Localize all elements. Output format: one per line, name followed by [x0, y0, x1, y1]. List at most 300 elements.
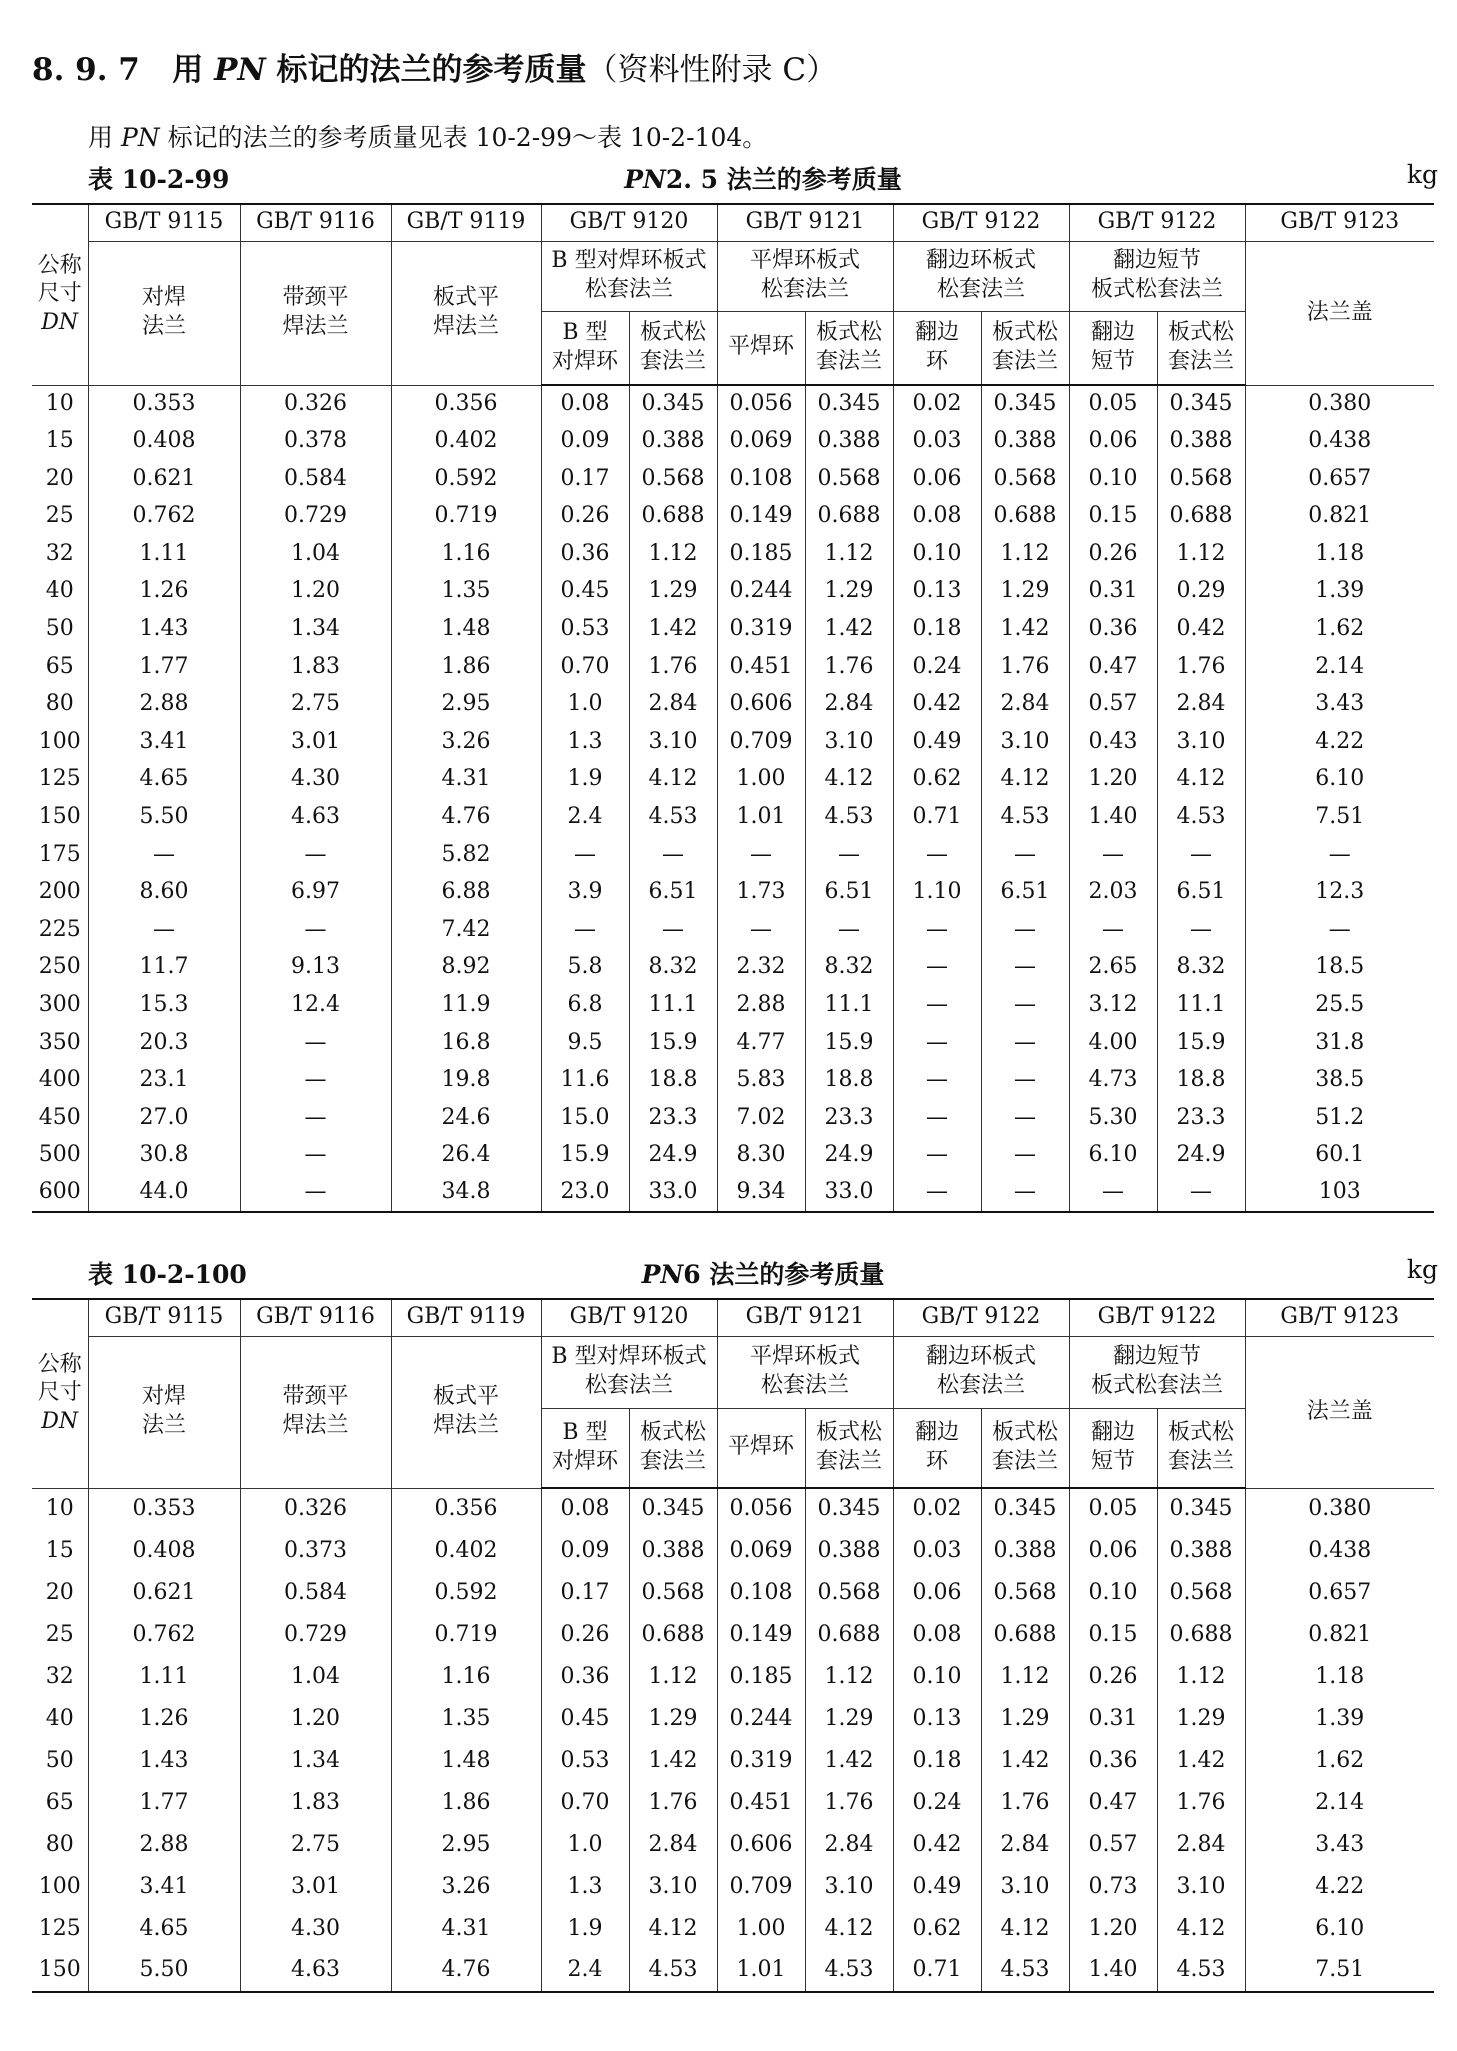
blind-flange-header: 法兰盖 — [1245, 241, 1434, 385]
mass-cell: 1.29 — [629, 573, 717, 611]
mass-cell: 0.568 — [981, 460, 1069, 498]
mass-cell: — — [717, 911, 805, 949]
mass-cell: 1.77 — [88, 648, 240, 686]
mass-cell: 0.15 — [1069, 498, 1157, 536]
mass-cell: 4.31 — [391, 1908, 541, 1950]
table-row — [32, 1950, 1434, 1992]
mass-cell: — — [240, 836, 391, 874]
mass-cell: 0.06 — [893, 1572, 981, 1614]
dn-cell: 500 — [32, 1137, 88, 1175]
mass-cell: 0.408 — [88, 1530, 240, 1572]
mass-cell: 1.16 — [391, 1656, 541, 1698]
sub-header: 板式松 套法兰 — [1157, 1408, 1245, 1488]
dn-cell: 20 — [32, 460, 88, 498]
mass-cell: 2.14 — [1245, 648, 1434, 686]
mass-cell: 1.0 — [541, 686, 629, 724]
mass-cell: 24.6 — [391, 1099, 541, 1137]
mass-cell: 0.57 — [1069, 1824, 1157, 1866]
mass-cell: 18.8 — [1157, 1062, 1245, 1100]
table-caption — [88, 160, 1438, 194]
dn-cell: 40 — [32, 573, 88, 611]
flat-ring-loose-header: 平焊环板式 松套法兰 — [717, 1336, 893, 1408]
mass-cell: 0.568 — [1157, 1572, 1245, 1614]
mass-cell: 0.03 — [893, 423, 981, 461]
mass-cell: 9.5 — [541, 1024, 629, 1062]
mass-cell: 20.3 — [88, 1024, 240, 1062]
mass-cell: 3.10 — [981, 1866, 1069, 1908]
mass-cell: 1.11 — [88, 535, 240, 573]
mass-cell: — — [981, 1024, 1069, 1062]
mass-cell: 0.31 — [1069, 573, 1157, 611]
table-row — [32, 648, 1434, 686]
dn-cell: 150 — [32, 799, 88, 837]
table-row — [32, 1062, 1434, 1100]
table-number: 表 10-2-100 — [88, 1260, 247, 1289]
mass-cell: 4.31 — [391, 761, 541, 799]
table-caption — [88, 1255, 1438, 1289]
mass-cell: 1.9 — [541, 761, 629, 799]
dn-cell: 50 — [32, 1740, 88, 1782]
mass-cell: 4.12 — [981, 761, 1069, 799]
flange-ring-loose-header: 翻边环板式 松套法兰 — [893, 241, 1069, 311]
mass-cell: 0.53 — [541, 1740, 629, 1782]
intro-pn: PN — [120, 123, 160, 152]
mass-cell: 0.70 — [541, 648, 629, 686]
table-row — [32, 1174, 1434, 1212]
table-row — [32, 423, 1434, 461]
mass-cell: — — [981, 1137, 1069, 1175]
mass-cell: 33.0 — [805, 1174, 893, 1212]
mass-cell: 0.621 — [88, 1572, 240, 1614]
mass-cell: 4.12 — [805, 1908, 893, 1950]
mass-cell: 0.42 — [893, 1824, 981, 1866]
mass-cell: 0.15 — [1069, 1614, 1157, 1656]
section-title-pre: 用 — [172, 52, 215, 88]
mass-cell: 1.42 — [629, 611, 717, 649]
mass-cell: 4.53 — [629, 1950, 717, 1992]
mass-cell: 31.8 — [1245, 1024, 1434, 1062]
mass-cell: 5.50 — [88, 1950, 240, 1992]
mass-cell: 8.32 — [805, 949, 893, 987]
mass-cell: — — [893, 836, 981, 874]
mass-cell: 3.10 — [1157, 1866, 1245, 1908]
mass-cell: 103 — [1245, 1174, 1434, 1212]
dn-cell: 32 — [32, 1656, 88, 1698]
dn-cell: 80 — [32, 686, 88, 724]
mass-cell: 23.3 — [805, 1099, 893, 1137]
mass-cell: 1.42 — [629, 1740, 717, 1782]
mass-cell: 0.62 — [893, 1908, 981, 1950]
sub-header: 翻边 短节 — [1069, 311, 1157, 385]
mass-cell: 1.40 — [1069, 799, 1157, 837]
mass-cell: 24.9 — [1157, 1137, 1245, 1175]
mass-cell: 1.42 — [981, 611, 1069, 649]
mass-cell: 1.39 — [1245, 573, 1434, 611]
mass-cell: 8.32 — [629, 949, 717, 987]
std-header: GB/T 9119 — [391, 204, 541, 241]
mass-cell: 0.592 — [391, 1572, 541, 1614]
mass-cell: 1.76 — [629, 648, 717, 686]
mass-cell: 0.568 — [805, 1572, 893, 1614]
mass-cell: 0.345 — [1157, 385, 1245, 423]
mass-cell: 4.12 — [1157, 761, 1245, 799]
mass-cell: 5.83 — [717, 1062, 805, 1100]
dn-cell: 25 — [32, 1614, 88, 1656]
mass-cell: 12.3 — [1245, 874, 1434, 912]
table-row — [32, 723, 1434, 761]
mass-cell: 1.11 — [88, 1656, 240, 1698]
mass-cell: 11.1 — [805, 987, 893, 1025]
mass-cell: 2.84 — [981, 686, 1069, 724]
mass-cell: 2.88 — [88, 1824, 240, 1866]
mass-cell: 1.86 — [391, 1782, 541, 1824]
intro-paragraph — [88, 118, 767, 154]
mass-cell: 0.29 — [1157, 573, 1245, 611]
section-number: 8. 9. 7 — [32, 52, 140, 88]
mass-cell: 2.03 — [1069, 874, 1157, 912]
mass-cell: 0.657 — [1245, 1572, 1434, 1614]
mass-cell: 4.12 — [805, 761, 893, 799]
mass-cell: 4.63 — [240, 1950, 391, 1992]
mass-cell: — — [893, 1137, 981, 1175]
mass-cell: — — [981, 911, 1069, 949]
mass-cell: 1.42 — [805, 1740, 893, 1782]
dn-cell: 100 — [32, 1866, 88, 1908]
sub-header: 板式松 套法兰 — [805, 1408, 893, 1488]
mass-cell: 0.568 — [629, 1572, 717, 1614]
mass-cell: — — [893, 949, 981, 987]
mass-cell: 1.29 — [629, 1698, 717, 1740]
mass-cell: — — [541, 911, 629, 949]
table-row — [32, 1698, 1434, 1740]
mass-cell: 6.88 — [391, 874, 541, 912]
mass-cell: — — [541, 836, 629, 874]
table-row — [32, 949, 1434, 987]
mass-cell: 0.345 — [629, 385, 717, 423]
mass-cell: 1.29 — [981, 573, 1069, 611]
mass-cell: 0.24 — [893, 648, 981, 686]
mass-cell: 0.568 — [629, 460, 717, 498]
mass-cell: 0.108 — [717, 460, 805, 498]
mass-cell: 0.108 — [717, 1572, 805, 1614]
mass-cell: 23.3 — [1157, 1099, 1245, 1137]
mass-cell: 1.35 — [391, 573, 541, 611]
dn-header: 公称 尺寸 DN — [32, 204, 88, 385]
mass-cell: 2.95 — [391, 686, 541, 724]
mass-cell: 0.53 — [541, 611, 629, 649]
mass-cell: 1.12 — [629, 1656, 717, 1698]
b-type-loose-header: B 型对焊环板式 松套法兰 — [541, 1336, 717, 1408]
std-header: GB/T 9115 — [88, 1299, 240, 1336]
mass-cell: 0.43 — [1069, 723, 1157, 761]
mass-cell: 6.10 — [1069, 1137, 1157, 1175]
mass-cell: — — [893, 1174, 981, 1212]
mass-cell: 1.29 — [1157, 1698, 1245, 1740]
mass-cell: 0.10 — [1069, 1572, 1157, 1614]
mass-cell: 0.18 — [893, 611, 981, 649]
mass-cell: 0.378 — [240, 423, 391, 461]
std-header: GB/T 9122 — [1069, 1299, 1245, 1336]
mass-cell: 26.4 — [391, 1137, 541, 1175]
dn-cell: 200 — [32, 874, 88, 912]
dn-cell: 150 — [32, 1950, 88, 1992]
mass-cell: 0.821 — [1245, 1614, 1434, 1656]
mass-cell: 3.41 — [88, 1866, 240, 1908]
mass-cell: 1.86 — [391, 648, 541, 686]
mass-cell: 51.2 — [1245, 1099, 1434, 1137]
mass-cell: 0.36 — [1069, 1740, 1157, 1782]
mass-cell: 2.14 — [1245, 1782, 1434, 1824]
flange-mass-table-pn2-5 — [32, 203, 1434, 1213]
mass-cell: 8.30 — [717, 1137, 805, 1175]
mass-cell: 0.606 — [717, 686, 805, 724]
sub-header: 板式松 套法兰 — [629, 1408, 717, 1488]
mass-cell: — — [1069, 911, 1157, 949]
mass-cell: 0.688 — [629, 498, 717, 536]
mass-cell: 5.50 — [88, 799, 240, 837]
mass-cell: 8.92 — [391, 949, 541, 987]
section-title — [32, 44, 837, 89]
table-body — [32, 1488, 1434, 1992]
blind-flange-header: 法兰盖 — [1245, 1336, 1434, 1488]
mass-cell: 0.388 — [629, 423, 717, 461]
mass-cell: 1.0 — [541, 1824, 629, 1866]
dn-cell: 32 — [32, 535, 88, 573]
mass-cell: 15.9 — [541, 1137, 629, 1175]
mass-cell: 0.05 — [1069, 385, 1157, 423]
mass-cell: 2.84 — [629, 1824, 717, 1866]
mass-cell: 0.326 — [240, 1488, 391, 1530]
mass-cell: 2.75 — [240, 1824, 391, 1866]
mass-cell: 1.34 — [240, 611, 391, 649]
table-title-pn: PN — [641, 1260, 684, 1289]
mass-cell: 0.42 — [893, 686, 981, 724]
std-header: GB/T 9121 — [717, 204, 893, 241]
mass-cell: 3.10 — [981, 723, 1069, 761]
mass-cell: 4.53 — [1157, 1950, 1245, 1992]
mass-cell: 0.709 — [717, 1866, 805, 1908]
mass-cell: 0.568 — [805, 460, 893, 498]
mass-cell: 0.729 — [240, 1614, 391, 1656]
dn-cell: 40 — [32, 1698, 88, 1740]
mass-cell: 30.8 — [88, 1137, 240, 1175]
mass-cell: 0.09 — [541, 423, 629, 461]
sub-header: 翻边 短节 — [1069, 1408, 1157, 1488]
mass-cell: 27.0 — [88, 1099, 240, 1137]
mass-cell: 1.29 — [805, 1698, 893, 1740]
dn-cell: 250 — [32, 949, 88, 987]
mass-cell: 0.49 — [893, 1866, 981, 1908]
mass-cell: — — [240, 1062, 391, 1100]
mass-cell: 1.76 — [1157, 1782, 1245, 1824]
mass-cell: 0.402 — [391, 1530, 541, 1572]
mass-cell: 34.8 — [391, 1174, 541, 1212]
dn-cell: 10 — [32, 385, 88, 423]
mass-cell: 3.10 — [805, 1866, 893, 1908]
mass-cell: 1.62 — [1245, 611, 1434, 649]
mass-cell: 1.04 — [240, 1656, 391, 1698]
mass-cell: 4.53 — [1157, 799, 1245, 837]
mass-cell: 0.056 — [717, 1488, 805, 1530]
std-header: GB/T 9116 — [240, 204, 391, 241]
mass-cell: 0.326 — [240, 385, 391, 423]
mass-cell: — — [717, 836, 805, 874]
mass-cell: — — [1157, 1174, 1245, 1212]
mass-cell: 0.24 — [893, 1782, 981, 1824]
mass-cell: 0.45 — [541, 573, 629, 611]
mass-cell: 15.9 — [805, 1024, 893, 1062]
mass-cell: 1.26 — [88, 1698, 240, 1740]
mass-cell: 2.84 — [1157, 1824, 1245, 1866]
mass-cell: 0.42 — [1157, 611, 1245, 649]
mass-cell: 9.13 — [240, 949, 391, 987]
mass-cell: 4.76 — [391, 799, 541, 837]
table-row — [32, 836, 1434, 874]
mass-cell: 1.12 — [629, 535, 717, 573]
std-header: GB/T 9122 — [893, 1299, 1069, 1336]
mass-cell: 0.345 — [981, 385, 1069, 423]
sub-header: 平焊环 — [717, 1408, 805, 1488]
mass-cell: 6.10 — [1245, 1908, 1434, 1950]
mass-cell: 4.53 — [981, 1950, 1069, 1992]
mass-cell: 0.26 — [541, 498, 629, 536]
mass-cell: 0.31 — [1069, 1698, 1157, 1740]
mass-cell: 0.13 — [893, 1698, 981, 1740]
mass-cell: 4.53 — [629, 799, 717, 837]
dn-cell: 600 — [32, 1174, 88, 1212]
section-title-pn: PN — [214, 52, 266, 88]
mass-cell: 0.36 — [1069, 611, 1157, 649]
mass-cell: 0.05 — [1069, 1488, 1157, 1530]
std-header: GB/T 9120 — [541, 1299, 717, 1336]
mass-cell: 0.584 — [240, 460, 391, 498]
mass-cell: — — [893, 987, 981, 1025]
mass-cell: 1.01 — [717, 1950, 805, 1992]
mass-cell: — — [981, 1099, 1069, 1137]
mass-cell: 7.51 — [1245, 799, 1434, 837]
mass-cell: 0.09 — [541, 1530, 629, 1572]
table-row — [32, 1530, 1434, 1572]
mass-cell: 7.51 — [1245, 1950, 1434, 1992]
mass-cell: 1.62 — [1245, 1740, 1434, 1782]
mass-cell: 0.70 — [541, 1782, 629, 1824]
mass-cell: 4.12 — [629, 761, 717, 799]
mass-cell: 0.08 — [541, 1488, 629, 1530]
mass-cell: 1.73 — [717, 874, 805, 912]
hubbed-slip-on-header: 带颈平 焊法兰 — [240, 241, 391, 385]
mass-cell: 11.6 — [541, 1062, 629, 1100]
table-row — [32, 1099, 1434, 1137]
mass-cell: 0.408 — [88, 423, 240, 461]
table-row — [32, 761, 1434, 799]
flange-mass-table-pn6 — [32, 1298, 1434, 1993]
mass-cell: 1.42 — [805, 611, 893, 649]
mass-cell: 0.45 — [541, 1698, 629, 1740]
mass-cell: 2.65 — [1069, 949, 1157, 987]
mass-cell: 4.53 — [981, 799, 1069, 837]
mass-cell: 0.353 — [88, 385, 240, 423]
mass-cell: 0.380 — [1245, 1488, 1434, 1530]
mass-cell: 0.592 — [391, 460, 541, 498]
mass-cell: 0.568 — [1157, 460, 1245, 498]
table-row — [32, 1740, 1434, 1782]
mass-cell: 0.10 — [893, 535, 981, 573]
mass-cell: 3.12 — [1069, 987, 1157, 1025]
mass-cell: 4.53 — [805, 1950, 893, 1992]
mass-cell: 5.8 — [541, 949, 629, 987]
mass-cell: — — [1069, 836, 1157, 874]
mass-cell: 0.13 — [893, 573, 981, 611]
dn-cell: 100 — [32, 723, 88, 761]
mass-cell: 1.26 — [88, 573, 240, 611]
stub-end-loose-header: 翻边短节 板式松套法兰 — [1069, 241, 1245, 311]
mass-cell: 0.438 — [1245, 1530, 1434, 1572]
mass-cell: 6.51 — [805, 874, 893, 912]
mass-cell: 0.069 — [717, 423, 805, 461]
table-row — [32, 1614, 1434, 1656]
mass-cell: 4.12 — [1157, 1908, 1245, 1950]
mass-cell: 0.388 — [805, 423, 893, 461]
mass-cell: 1.3 — [541, 1866, 629, 1908]
hubbed-slip-on-header: 带颈平 焊法兰 — [240, 1336, 391, 1488]
mass-cell: 0.36 — [541, 535, 629, 573]
mass-cell: 1.3 — [541, 723, 629, 761]
mass-cell: 6.97 — [240, 874, 391, 912]
sub-header: B 型 对焊环 — [541, 1408, 629, 1488]
mass-cell: 23.1 — [88, 1062, 240, 1100]
mass-cell: 6.51 — [981, 874, 1069, 912]
mass-cell: 23.0 — [541, 1174, 629, 1212]
mass-cell: 0.10 — [893, 1656, 981, 1698]
mass-cell: 0.584 — [240, 1572, 391, 1614]
mass-cell: — — [88, 836, 240, 874]
mass-cell: 0.06 — [1069, 423, 1157, 461]
mass-cell: 11.9 — [391, 987, 541, 1025]
table-row — [32, 460, 1434, 498]
mass-cell: 0.388 — [629, 1530, 717, 1572]
mass-cell: 1.83 — [240, 648, 391, 686]
mass-cell: 0.762 — [88, 1614, 240, 1656]
mass-cell: 0.621 — [88, 460, 240, 498]
mass-cell: 60.1 — [1245, 1137, 1434, 1175]
std-header: GB/T 9116 — [240, 1299, 391, 1336]
table-title — [88, 1255, 1438, 1291]
mass-cell: — — [1069, 1174, 1157, 1212]
table-row — [32, 535, 1434, 573]
flange-ring-loose-header: 翻边环板式 松套法兰 — [893, 1336, 1069, 1408]
mass-cell: — — [893, 911, 981, 949]
mass-cell: 0.709 — [717, 723, 805, 761]
mass-cell: 0.57 — [1069, 686, 1157, 724]
dn-cell: 300 — [32, 987, 88, 1025]
mass-cell: — — [1157, 911, 1245, 949]
mass-cell: — — [240, 1099, 391, 1137]
mass-cell: 2.4 — [541, 1950, 629, 1992]
mass-cell: 4.65 — [88, 1908, 240, 1950]
dn-cell: 400 — [32, 1062, 88, 1100]
mass-cell: 1.12 — [1157, 535, 1245, 573]
table-number: 表 10-2-99 — [88, 165, 230, 194]
mass-cell: 4.30 — [240, 1908, 391, 1950]
mass-cell: 2.84 — [805, 686, 893, 724]
mass-cell: 0.345 — [1157, 1488, 1245, 1530]
sub-header: 翻边 环 — [893, 1408, 981, 1488]
mass-cell: 0.17 — [541, 460, 629, 498]
mass-cell: 0.762 — [88, 498, 240, 536]
mass-cell: 24.9 — [629, 1137, 717, 1175]
mass-cell: 1.9 — [541, 1908, 629, 1950]
mass-cell: 1.12 — [981, 535, 1069, 573]
